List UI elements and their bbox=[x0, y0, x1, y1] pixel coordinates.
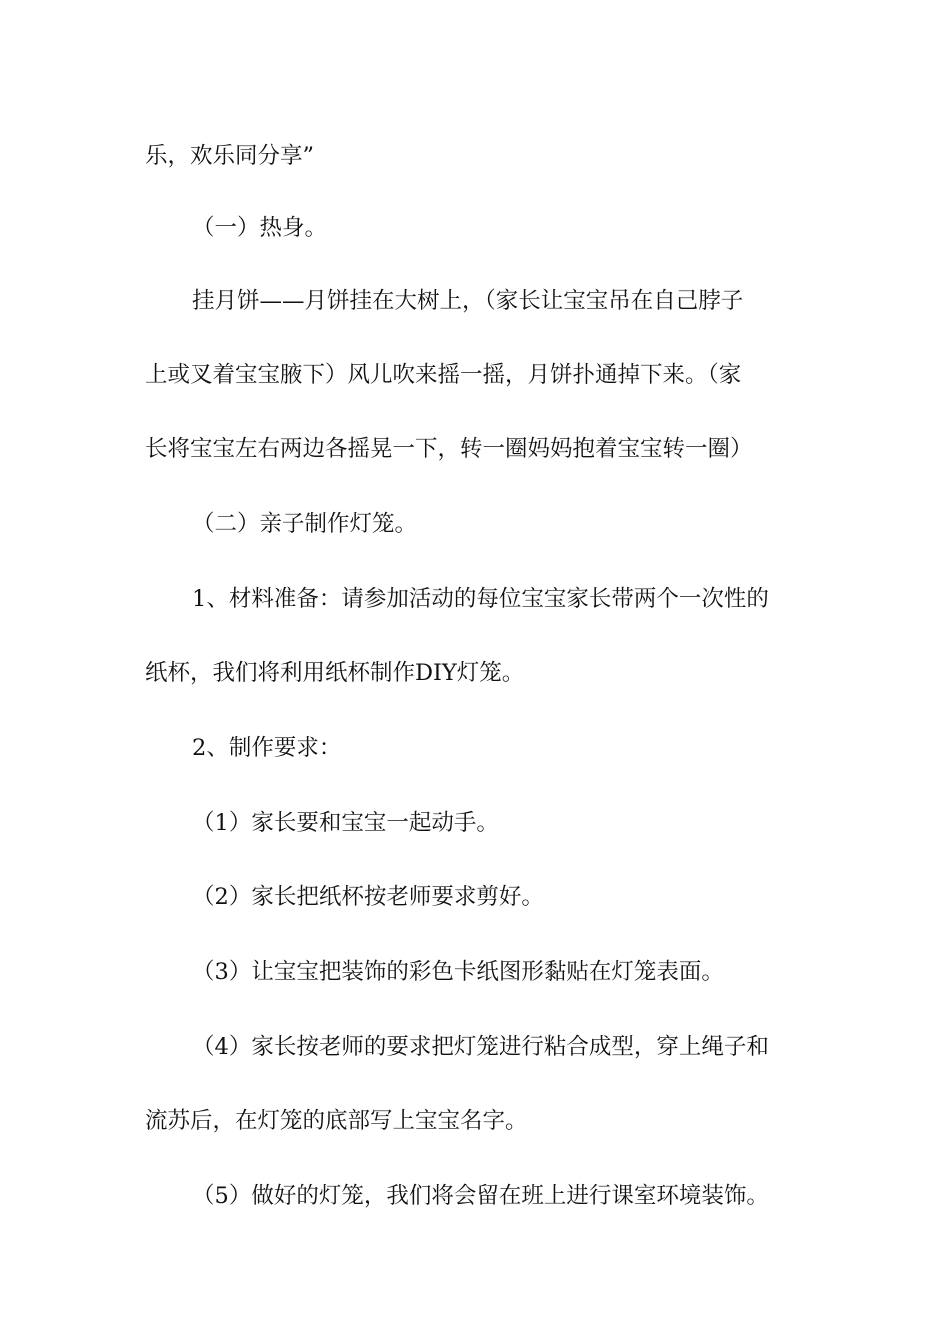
list-item: （1）家长要和宝宝一起动手。 bbox=[192, 810, 499, 836]
section-heading-warmup: （一）热身。 bbox=[192, 215, 328, 241]
section-heading-lantern: （二）亲子制作灯笼。 bbox=[192, 511, 418, 537]
list-item: （5）做好的灯笼，我们将会留在班上进行课室环境装饰。 bbox=[192, 1183, 769, 1209]
paragraph-line: 纸杯，我们将利用纸杯制作DIY灯笼。 bbox=[145, 660, 525, 686]
list-item: （3）让宝宝把装饰的彩色卡纸图形黏贴在灯笼表面。 bbox=[192, 959, 724, 985]
paragraph-line: 上或叉着宝宝腋下）风儿吹来摇一摇，月饼扑通掉下来。（家 bbox=[145, 362, 742, 388]
list-item: （4）家长按老师的要求把灯笼进行粘合成型，穿上绳子和 bbox=[192, 1034, 769, 1060]
paragraph-line: 长将宝宝左右两边各摇晃一下，转一圈妈妈抱着宝宝转一圈） bbox=[145, 436, 753, 462]
paragraph-line: 1、材料准备：请参加活动的每位宝宝家长带两个一次性的 bbox=[192, 586, 769, 612]
paragraph-line: 挂月饼——月饼挂在大树上，（家长让宝宝吊在自己脖子 bbox=[192, 288, 744, 314]
list-item: （2）家长把纸杯按老师要求剪好。 bbox=[192, 884, 544, 910]
paragraph-line: 流苏后，在灯笼的底部写上宝宝名字。 bbox=[145, 1108, 528, 1134]
paragraph-line: 乐，欢乐同分享” bbox=[145, 143, 315, 169]
list-heading: 2、制作要求： bbox=[192, 735, 342, 761]
